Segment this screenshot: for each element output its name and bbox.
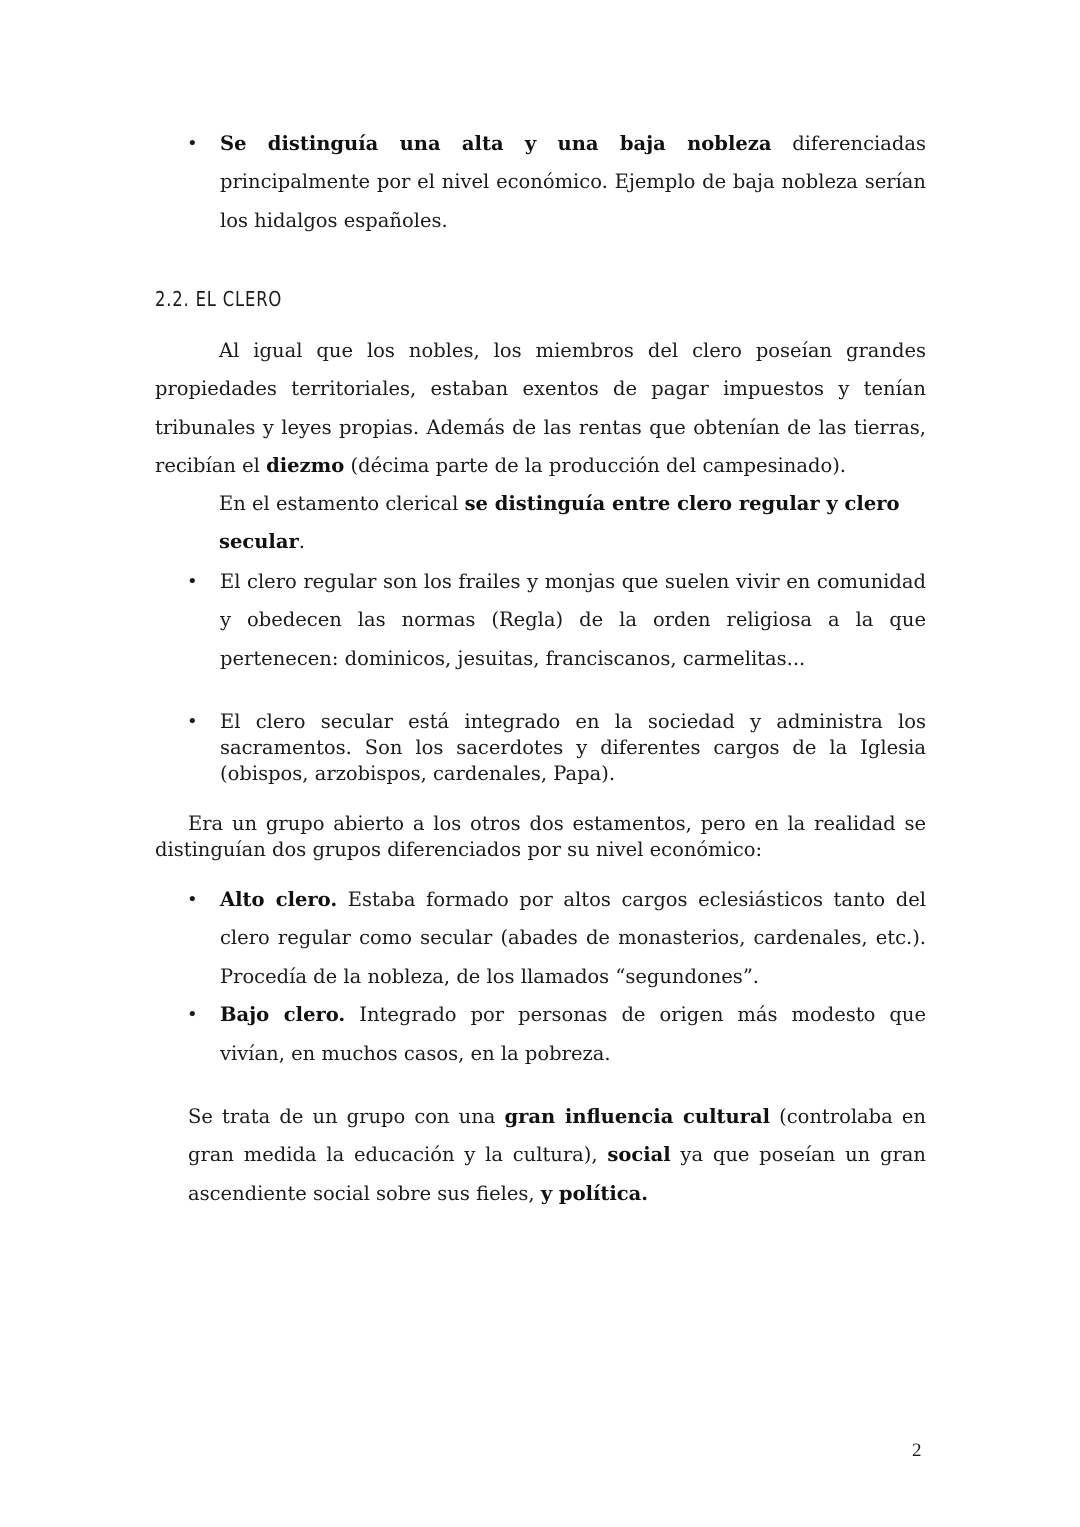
bold-text: y política. [540, 1181, 649, 1205]
bold-text: Alto clero. [220, 888, 338, 911]
bold-text: gran influencia cultural [504, 1105, 770, 1128]
page-number: 2 [912, 1440, 922, 1461]
body-text: El clero secular está integrado en la sociedad y administra los sacramentos. Son los sacerdotes y diferentes cargos de la Iglesia (obispos, arzobispos, cardenales, Papa). [220, 710, 926, 785]
estamento-paragraph [219, 485, 939, 562]
bullet-icon: • [187, 889, 198, 910]
grupo-abierto-paragraph [155, 811, 926, 863]
clero-levels-list [187, 881, 926, 1073]
bullet-icon: • [187, 133, 198, 154]
list-item [187, 709, 926, 787]
influencia-paragraph [188, 1098, 926, 1213]
body-text: En el estamento clerical [219, 492, 465, 515]
bullet-icon: • [187, 711, 198, 732]
body-text: . [298, 530, 305, 554]
body-text: diferenciadas principalmente por el nivel económico. Ejemplo de baja nobleza serían los hidalgos españoles. [220, 132, 926, 232]
clero-secular-block [187, 709, 926, 787]
bold-text: se distinguía entre clero regular y clero secular [219, 492, 900, 554]
body-text: (controlaba en gran medida la educación y la cultura), [188, 1105, 926, 1167]
list-item [187, 996, 926, 1073]
bullet-icon: • [187, 1004, 198, 1026]
body-text: Integrado por personas de origen más modesto que vivían, en muchos casos, en la pobreza. [220, 1003, 926, 1065]
bold-text: social [607, 1143, 671, 1167]
bold-text: Se distinguía una alta y una baja nobleza [220, 132, 772, 155]
body-text: El clero regular son los frailes y monjas que suelen vivir en comunidad y obedecen las normas (Regla) de la orden religiosa a la que pertenecen: dominicos, jesuitas, franciscanos, carmelitas... [220, 570, 926, 670]
clero-regular-block [187, 563, 926, 678]
body-text: ya que poseían un gran ascendiente social sobre sus fieles, [188, 1143, 926, 1205]
bold-text: Bajo clero. [220, 1003, 346, 1027]
section-heading: 2.2. EL CLERO [155, 287, 283, 311]
nobleza-bullet-block [187, 125, 926, 240]
body-text: Estaba formado por altos cargos eclesiásticos tanto del clero regular como secular (abades de monasterios, cardenales, etc.). Procedía de la nobleza, de los llamados “segundones”. [220, 888, 926, 988]
body-text: (décima parte de la producción del campesinado). [344, 454, 847, 478]
body-text: Al igual que los nobles, los miembros del clero poseían grandes propiedades territoriales, estaban exentos de pagar impuestos y tenían tribunales y leyes propias. Además de las rentas que obtenían de las tierras, recibían el [155, 339, 926, 478]
list-item [187, 563, 926, 678]
intro-paragraph [155, 332, 926, 486]
bold-text: diezmo [266, 454, 345, 478]
list-item [187, 125, 926, 240]
body-text: Era un grupo abierto a los otros dos estamentos, pero en la realidad se distinguían dos grupos diferenciados por su nivel económico: [155, 812, 926, 861]
bullet-icon: • [187, 571, 198, 592]
list-item [187, 881, 926, 996]
body-text: Se trata de un grupo con una [188, 1105, 505, 1128]
